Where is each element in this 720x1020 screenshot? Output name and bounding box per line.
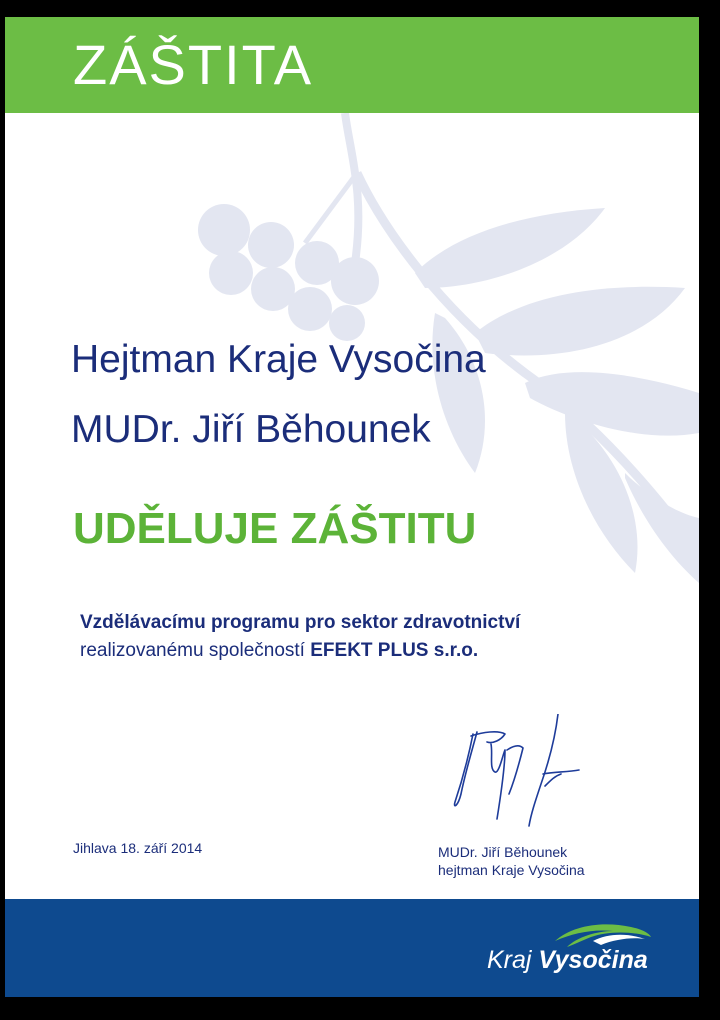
header-band	[5, 17, 699, 113]
logo-word-kraj: Kraj	[487, 946, 532, 974]
signature-icon	[443, 714, 583, 834]
organizer-prefix: realizovanému společností	[80, 640, 305, 661]
governor-title: Hejtman Kraje Vysočina	[71, 338, 486, 381]
certificate-page	[5, 17, 699, 997]
signer-role: hejtman Kraje Vysočina	[438, 862, 585, 878]
footer-band	[5, 899, 699, 997]
organizer-line	[80, 639, 478, 663]
governor-name: MUDr. Jiří Běhounek	[71, 408, 431, 451]
logo-text	[487, 945, 648, 975]
kraj-vysocina-logo	[483, 919, 683, 979]
place-date: Jihlava 18. září 2014	[73, 840, 203, 856]
logo-word-vysocina: Vysočina	[538, 946, 648, 974]
signer-name: MUDr. Jiří Běhounek	[438, 844, 568, 860]
program-description: Vzdělávacímu programu pro sektor zdravotnictví	[80, 612, 521, 633]
grant-heading: UDĚLUJE ZÁŠTITU	[73, 504, 477, 553]
organizer-company: EFEKT PLUS s.r.o.	[310, 640, 479, 661]
page-title: ZÁŠTITA	[73, 33, 314, 96]
